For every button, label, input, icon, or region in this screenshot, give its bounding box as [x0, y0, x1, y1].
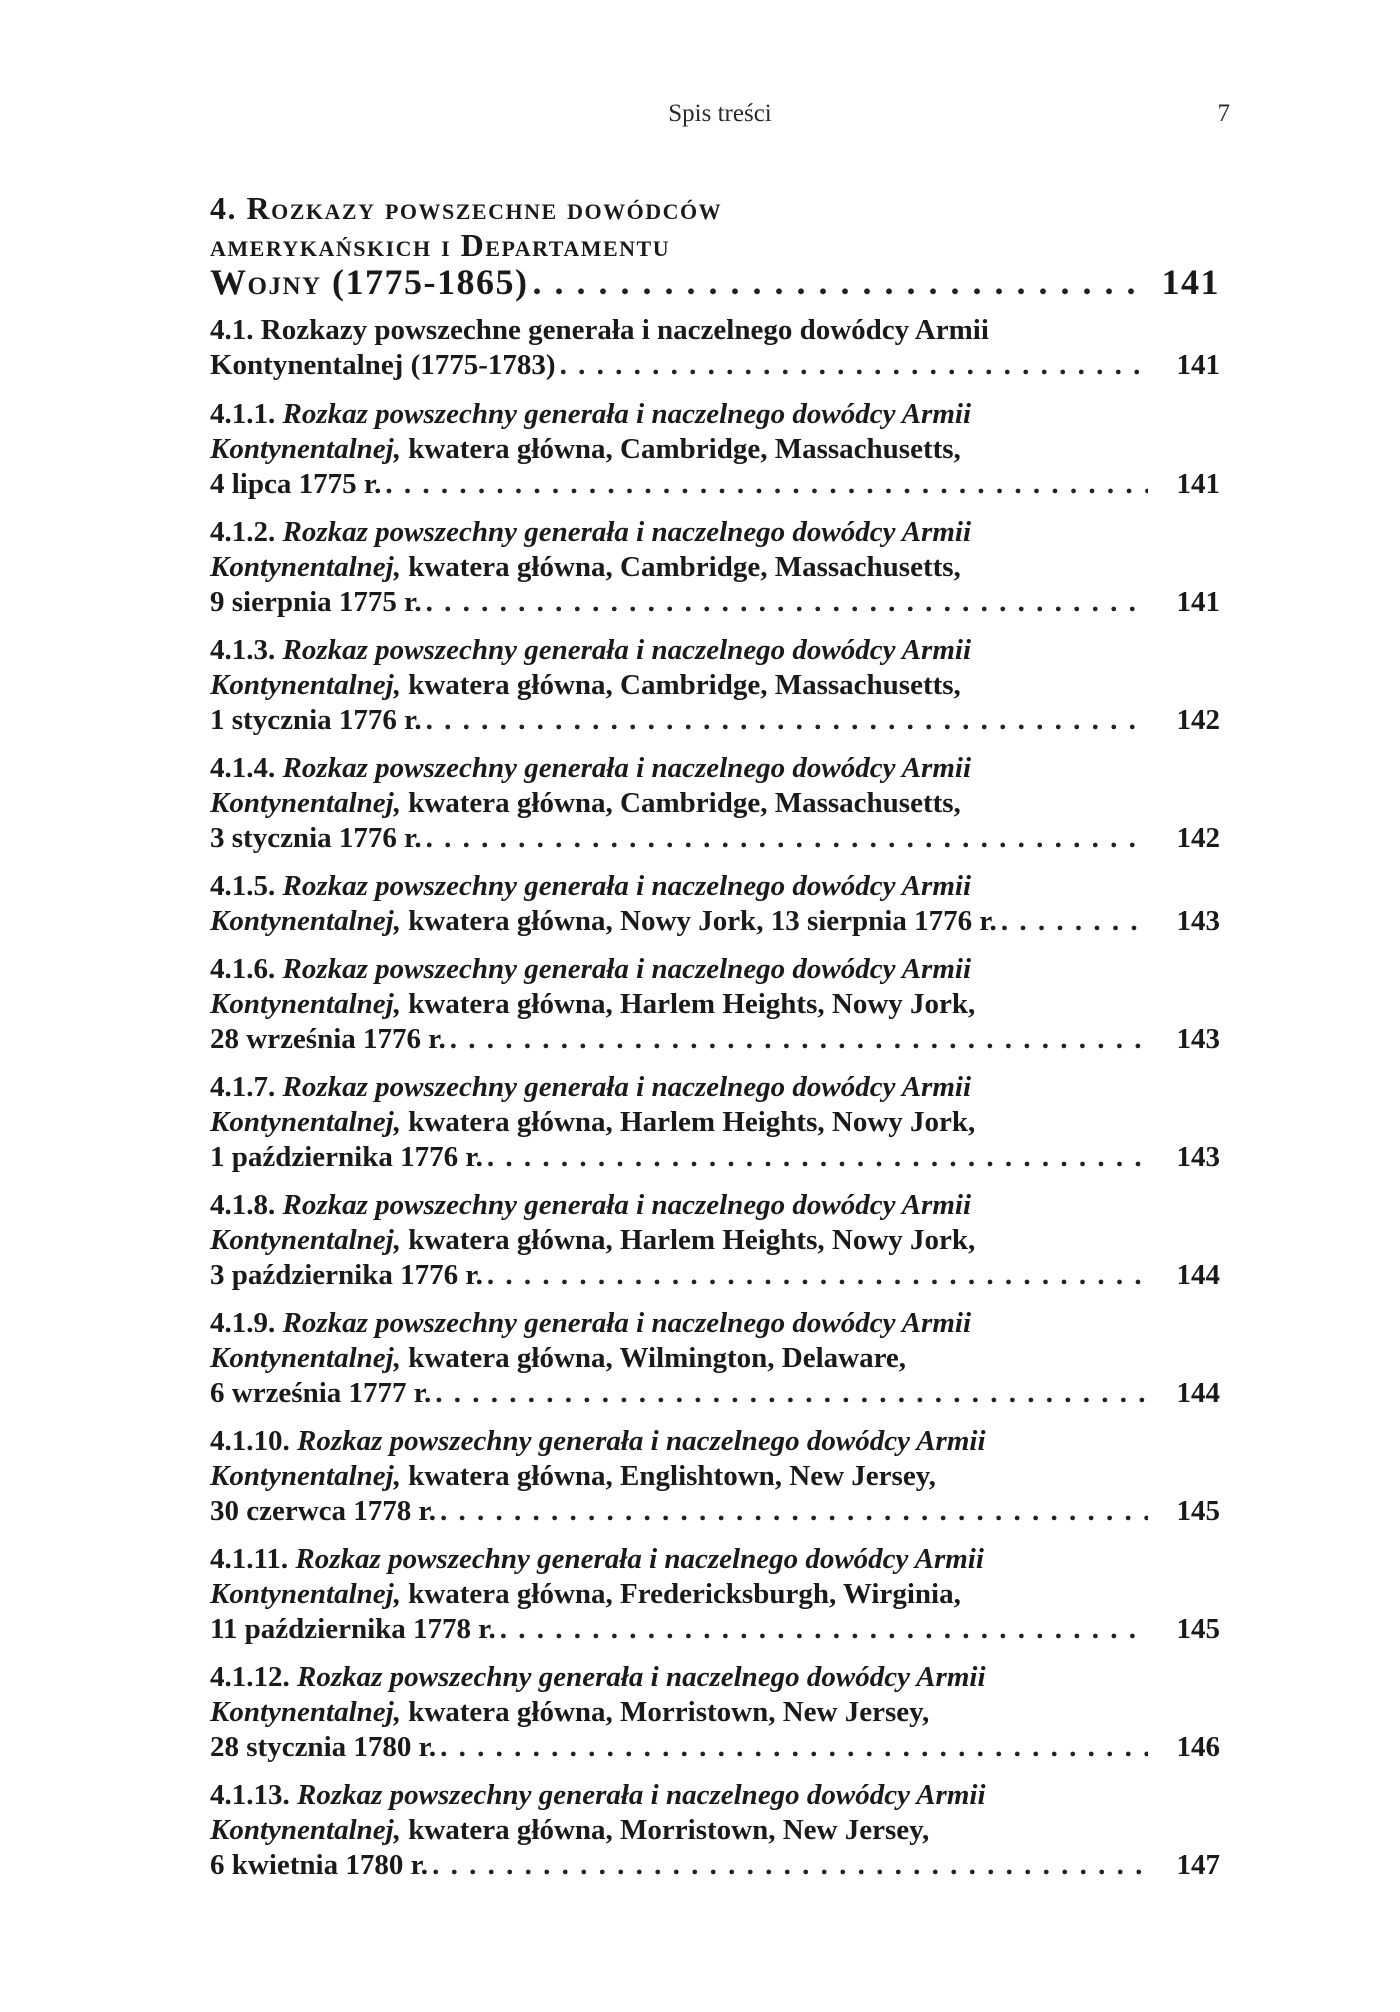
- toc-entry[interactable]: [210, 1542, 1220, 1647]
- chapter-page-number: 141: [1161, 262, 1220, 302]
- dot-leader: [560, 348, 1148, 383]
- entry-page-number: 144: [1176, 1259, 1220, 1291]
- dot-leader: [487, 1140, 1148, 1175]
- entry-number: 4.1.9.: [210, 1307, 276, 1339]
- entry-location: kwatera główna, Wilmington, Delaware,: [408, 1342, 907, 1374]
- entry-location: kwatera główna, Harlem Heights, Nowy Jork,: [408, 988, 976, 1020]
- entry-page-number: 143: [1176, 1141, 1220, 1173]
- entry-title-italic: Rozkaz powszechny generała i naczelnego dowódcy Armii: [282, 1071, 971, 1103]
- entry-number: 4.1.12.: [210, 1661, 290, 1693]
- entry-page-number: 145: [1176, 1495, 1220, 1527]
- toc-entry[interactable]: [210, 397, 1220, 502]
- entry-title-italic: Rozkaz powszechny generała i naczelnego dowódcy Armii: [282, 870, 971, 902]
- entry-title-italic-continued: Kontynentalnej,: [210, 551, 401, 583]
- entry-number: 4.1.11.: [210, 1543, 289, 1575]
- entry-page-number: 142: [1176, 704, 1220, 736]
- entry-title-italic: Rozkaz powszechny generała i naczelnego dowódcy Armii: [282, 752, 971, 784]
- entry-title-italic-continued: Kontynentalnej,: [210, 1224, 401, 1256]
- entry-title-italic: Rozkaz powszechny generała i naczelnego dowódcy Armii: [282, 634, 971, 666]
- toc-entry[interactable]: [210, 1306, 1220, 1411]
- entry-title-italic-continued: Kontynentalnej,: [210, 1460, 401, 1492]
- entry-number: 4.1.6.: [210, 953, 276, 985]
- entry-date: 6 kwietnia 1780 r.: [210, 1849, 429, 1881]
- entry-date: 28 września 1776 r.: [210, 1023, 446, 1055]
- entry-page-number: 141: [1176, 586, 1220, 618]
- entry-title-italic-continued: Kontynentalnej,: [210, 433, 401, 465]
- toc-entry[interactable]: [210, 869, 1220, 939]
- dot-leader: [440, 1494, 1148, 1529]
- chapter-title-line-3: Wojny (1775-1865): [210, 262, 529, 302]
- entry-location: kwatera główna, Cambridge, Massachusetts,: [408, 669, 961, 701]
- entry-location: kwatera główna, Cambridge, Massachusetts,: [408, 787, 961, 819]
- section-page-number: 141: [1176, 349, 1220, 381]
- toc-entry[interactable]: [210, 952, 1220, 1057]
- dot-leader: [440, 1730, 1148, 1765]
- entry-number: 4.1.5.: [210, 870, 276, 902]
- entry-location: kwatera główna, Morristown, New Jersey,: [408, 1814, 930, 1846]
- entry-number: 4.1.13.: [210, 1779, 290, 1811]
- dot-leader: [426, 821, 1148, 856]
- toc-entry[interactable]: [210, 515, 1220, 620]
- entry-location: kwatera główna, Nowy Jork, 13 sierpnia 1776 r.: [408, 905, 997, 937]
- entry-title-italic: Rozkaz powszechny generała i naczelnego dowódcy Armii: [297, 1661, 986, 1693]
- entry-location: kwatera główna, Cambridge, Massachusetts,: [408, 433, 961, 465]
- entry-title-italic: Rozkaz powszechny generała i naczelnego dowódcy Armii: [282, 516, 971, 548]
- entry-title-italic: Rozkaz powszechny generała i naczelnego dowódcy Armii: [282, 953, 971, 985]
- table-of-contents: [210, 190, 1220, 1896]
- entry-number: 4.1.10.: [210, 1425, 290, 1457]
- entry-date: 11 października 1778 r.: [210, 1613, 496, 1645]
- entry-date: 28 stycznia 1780 r.: [210, 1731, 437, 1763]
- entry-date: 30 czerwca 1778 r.: [210, 1495, 437, 1527]
- entry-title-italic-continued: Kontynentalnej,: [210, 1106, 401, 1138]
- entry-title-italic-continued: Kontynentalnej,: [210, 1814, 401, 1846]
- entry-title-italic-continued: Kontynentalnej,: [210, 1578, 401, 1610]
- entry-page-number: 146: [1176, 1731, 1220, 1763]
- entry-number: 4.1.7.: [210, 1071, 276, 1103]
- entry-date: 1 października 1776 r.: [210, 1141, 483, 1173]
- toc-entry[interactable]: [210, 1424, 1220, 1529]
- entry-page-number: 142: [1176, 822, 1220, 854]
- entry-location: kwatera główna, Englishtown, New Jersey,: [408, 1460, 936, 1492]
- entry-location: kwatera główna, Morristown, New Jersey,: [408, 1696, 930, 1728]
- chapter-title-line-2: amerykańskich i Departamentu: [210, 227, 671, 263]
- entry-date: 9 sierpnia 1775 r.: [210, 586, 422, 618]
- entry-number: 4.1.4.: [210, 752, 276, 784]
- toc-entry[interactable]: [210, 751, 1220, 856]
- entry-title-italic: Rozkaz powszechny generała i naczelnego dowódcy Armii: [282, 1189, 971, 1221]
- dot-leader: [1001, 904, 1148, 939]
- entry-date: 1 stycznia 1776 r.: [210, 704, 422, 736]
- running-header: [210, 100, 1230, 140]
- dot-leader: [432, 1848, 1148, 1883]
- dot-leader: [435, 1376, 1148, 1411]
- section-title-line-1: 4.1. Rozkazy powszechne generała i naczelnego dowódcy Armii: [210, 314, 989, 346]
- entry-page-number: 147: [1176, 1849, 1220, 1881]
- page-number: 7: [1217, 100, 1230, 127]
- entry-title-italic: Rozkaz powszechny generała i naczelnego dowódcy Armii: [282, 1307, 971, 1339]
- toc-entry[interactable]: [210, 1070, 1220, 1175]
- entry-title-italic-continued: Kontynentalnej,: [210, 905, 401, 937]
- chapter-title-line-1: 4. Rozkazy powszechne dowódców: [210, 190, 723, 226]
- entry-location: kwatera główna, Cambridge, Massachusetts,: [408, 551, 961, 583]
- entry-page-number: 141: [1176, 468, 1220, 500]
- entry-title-italic-continued: Kontynentalnej,: [210, 1342, 401, 1374]
- dot-leader: [385, 467, 1148, 502]
- toc-section-4-1[interactable]: [210, 313, 1220, 383]
- entry-page-number: 143: [1176, 1023, 1220, 1055]
- entry-title-italic: Rozkaz powszechny generała i naczelnego dowódcy Armii: [297, 1425, 986, 1457]
- entry-location: kwatera główna, Harlem Heights, Nowy Jork,: [408, 1224, 976, 1256]
- entry-location: kwatera główna, Fredericksburgh, Wirginia,: [408, 1578, 961, 1610]
- toc-entry[interactable]: [210, 1778, 1220, 1883]
- entry-title-italic: Rozkaz powszechny generała i naczelnego dowódcy Armii: [295, 1543, 984, 1575]
- dot-leader: [487, 1258, 1148, 1293]
- entry-location: kwatera główna, Harlem Heights, Nowy Jork,: [408, 1106, 976, 1138]
- entry-number: 4.1.1.: [210, 398, 276, 430]
- dot-leader: [500, 1612, 1148, 1647]
- entry-page-number: 143: [1176, 905, 1220, 937]
- entry-title-italic: Rozkaz powszechny generała i naczelnego dowódcy Armii: [297, 1779, 986, 1811]
- toc-entry[interactable]: [210, 1188, 1220, 1293]
- entry-title-italic-continued: Kontynentalnej,: [210, 988, 401, 1020]
- entry-title-italic-continued: Kontynentalnej,: [210, 1696, 401, 1728]
- entry-number: 4.1.3.: [210, 634, 276, 666]
- entry-number: 4.1.8.: [210, 1189, 276, 1221]
- entry-page-number: 144: [1176, 1377, 1220, 1409]
- entry-date: 4 lipca 1775 r.: [210, 468, 382, 500]
- running-title: Spis treści: [668, 100, 772, 127]
- toc-entry[interactable]: [210, 633, 1220, 738]
- section-title-line-2: Kontynentalnej (1775-1783): [210, 349, 556, 381]
- entry-date: 6 września 1777 r.: [210, 1377, 432, 1409]
- dot-leader: [426, 703, 1148, 738]
- dot-leader: [450, 1022, 1148, 1057]
- entry-page-number: 145: [1176, 1613, 1220, 1645]
- dot-leader: [426, 585, 1148, 620]
- entry-title-italic-continued: Kontynentalnej,: [210, 669, 401, 701]
- entry-date: 3 stycznia 1776 r.: [210, 822, 422, 854]
- toc-entry[interactable]: [210, 1660, 1220, 1765]
- entry-number: 4.1.2.: [210, 516, 276, 548]
- entry-date: 3 października 1776 r.: [210, 1259, 483, 1291]
- entry-title-italic: Rozkaz powszechny generała i naczelnego dowódcy Armii: [282, 398, 971, 430]
- dot-leader: [533, 264, 1148, 301]
- entry-title-italic-continued: Kontynentalnej,: [210, 787, 401, 819]
- toc-entries: [210, 397, 1220, 1883]
- toc-chapter-4[interactable]: [210, 190, 1220, 301]
